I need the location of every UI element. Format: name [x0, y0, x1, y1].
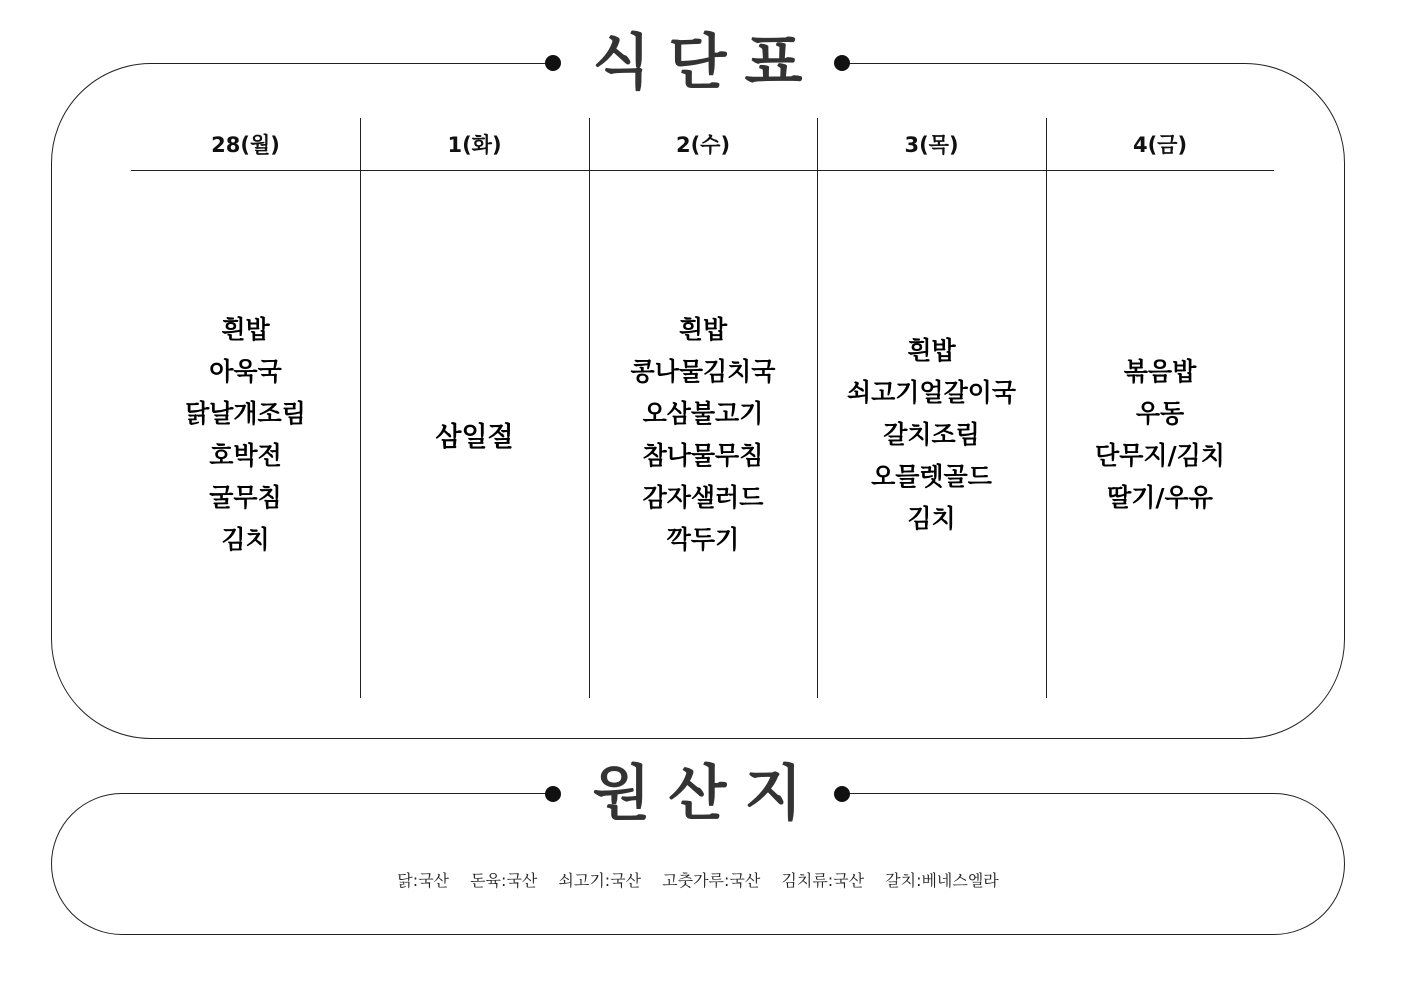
menu-table — [131, 118, 1274, 698]
menu-item: 흰밥 — [221, 314, 270, 344]
menu-item: 우동 — [1135, 398, 1185, 428]
day-header-wed: 2(수) — [675, 133, 731, 157]
menu-item: 굴무침 — [209, 482, 282, 512]
menu-item: 김치 — [907, 503, 956, 533]
origin-entry: 갈치:베네스엘라 — [885, 871, 999, 890]
menu-item: 감자샐러드 — [642, 482, 764, 512]
origin-title: 원산지 — [592, 759, 821, 829]
menu-item: 딸기/우유 — [1107, 482, 1213, 512]
origin-list — [51, 868, 1345, 891]
menu-item: 김치 — [221, 524, 270, 554]
day-header-fri: 4(금) — [1132, 133, 1188, 157]
menu-item: 쇠고기얼갈이국 — [846, 377, 1017, 407]
menu-item: 단무지/김치 — [1095, 440, 1225, 470]
menu-item: 아욱국 — [209, 356, 282, 386]
menu-cell-fri — [1046, 171, 1274, 698]
menu-item: 볶음밥 — [1123, 356, 1197, 386]
heading-dot-right — [834, 55, 850, 71]
menu-cell-thu — [817, 171, 1046, 698]
day-header-mon: 28(월) — [211, 133, 280, 157]
menu-item: 닭날개조림 — [185, 398, 306, 428]
menu-item: 흰밥 — [907, 335, 956, 365]
menu-item: 참나물무침 — [642, 440, 764, 470]
origin-entry: 고춧가루:국산 — [662, 871, 761, 890]
heading-dot-left — [545, 55, 561, 71]
menu-title: 식단표 — [592, 28, 821, 98]
menu-item: 호박전 — [209, 440, 282, 470]
heading-dot-right — [834, 786, 850, 802]
day-header-thu: 3(목) — [904, 133, 959, 157]
origin-entry: 돈육:국산 — [470, 871, 538, 890]
menu-item: 깍두기 — [666, 524, 740, 554]
menu-cell-wed — [589, 171, 817, 698]
holiday-label: 삼일절 — [435, 422, 514, 453]
menu-item: 콩나물김치국 — [630, 356, 776, 386]
menu-cell-mon — [131, 171, 360, 698]
menu-item: 갈치조림 — [883, 419, 980, 449]
menu-cell-tue — [360, 171, 589, 698]
day-header-tue: 1(화) — [447, 133, 502, 157]
origin-entry: 닭:국산 — [397, 871, 449, 890]
menu-heading — [553, 24, 842, 102]
origin-entry: 쇠고기:국산 — [558, 871, 642, 890]
origin-heading — [553, 755, 842, 833]
heading-dot-left — [545, 786, 561, 802]
menu-item: 오믈렛골드 — [871, 461, 992, 491]
menu-item: 오삼불고기 — [642, 398, 764, 428]
menu-item: 흰밥 — [678, 314, 728, 344]
origin-entry: 김치류:국산 — [781, 871, 865, 890]
